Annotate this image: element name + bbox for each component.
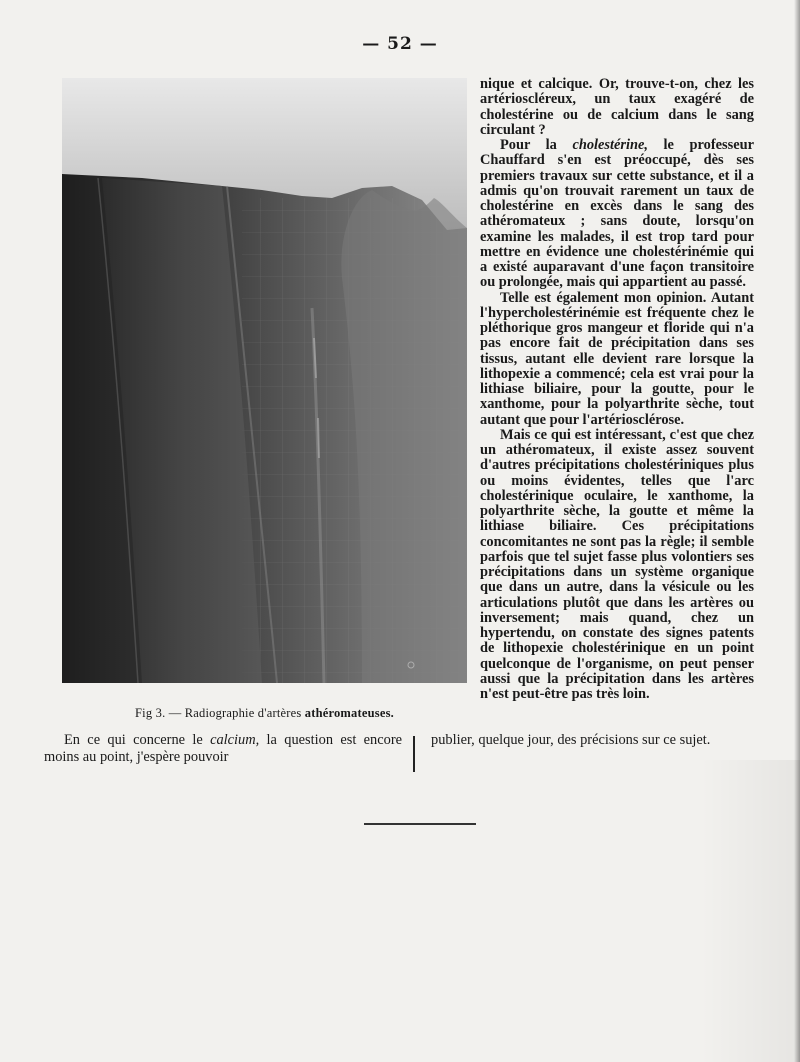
radiograph-graphic bbox=[62, 78, 467, 683]
paragraph-1: nique et calcique. Or, trouve-t-on, chez les artérioscléreux, un taux exagéré de cholestérine ou de calcium dans le sang circulant ? bbox=[480, 76, 754, 138]
paragraph-2-italic: cholestérine, bbox=[572, 137, 648, 153]
column-divider bbox=[413, 736, 415, 772]
caption-bold-text: athéromateuses. bbox=[304, 706, 394, 720]
lower-left-text bbox=[44, 732, 402, 765]
figure-caption bbox=[62, 706, 467, 721]
paragraph-2-rest: le professeur Chauffard s'en est préoccupé, dès ses premiers travaux sur cette substance, et il a admis qu'on trouvait rarement un taux de cholestérine en excès dans le sang des athéromateux ; sans doute, lorsqu'on examine les malades, il est trop tard pour mettre en évidence une cholestérinémie qui a existé auparavant d'une façon transitoire ou prolongée, mais qui appartient au passé. bbox=[480, 137, 754, 291]
page-edge-shadow bbox=[794, 0, 800, 1062]
end-rule bbox=[364, 823, 476, 825]
page-number: — 52 — bbox=[362, 34, 438, 54]
calcium-paragraph bbox=[44, 732, 402, 765]
lower-right-text bbox=[431, 732, 758, 749]
calcium-paragraph-rest: la question est encore moins au point, j'espère pouvoir bbox=[44, 732, 403, 765]
right-column-text bbox=[480, 77, 754, 702]
paragraph-2-start: Pour la bbox=[500, 137, 573, 153]
calcium-paragraph-start: En ce qui concerne le bbox=[64, 732, 211, 748]
paragraph-4: Mais ce qui est intéressant, c'est que chez un athéromateux, il existe assez souvent d'autres précipitations cholestériniques plus ou moins évidentes, telles que l'arc cholestérinique oculaire, le xanthome, la polyarthrite sèche, la goutte et même la lithiase biliaire. Ces précipitations concomitantes ne sont pas la règle; il semble parfois que tel sujet fasse plus volontiers ses précipitations dans un système organique que dans un autre, dans la vésicule ou les articulations plutôt que dans les artères ou inversement; mais quand, chez un hypertendu, on constate des signes patents de lithopexie cholestérinique en un point quelconque de l'organisme, on peut penser aussi que la précipitation dans les artères n'est peut-être pas très loin. bbox=[480, 426, 754, 702]
continuation-paragraph: publier, quelque jour, des précisions sur ce sujet. bbox=[431, 732, 711, 748]
caption-text: Fig 3. — Radiographie d'artères bbox=[135, 706, 305, 720]
calcium-italic: calcium, bbox=[210, 732, 260, 748]
radiograph-image bbox=[62, 78, 467, 683]
paragraph-3: Telle est également mon opinion. Autant l'hypercholestérinémie est fréquente chez le pléthorique gros mangeur et floride qui n'a pas encore fait de précipitation dans ses tissus, autant elle devient rare lorsque la lithopexie a commencé; cela est vrai pour la lithiase biliaire, pour la goutte, pour le xanthome, pour la polyarthrite sèche, tout autant que pour l'artériosclérose. bbox=[480, 289, 754, 428]
page-bleed-shadow bbox=[700, 760, 800, 1062]
paragraph-2 bbox=[480, 138, 754, 291]
